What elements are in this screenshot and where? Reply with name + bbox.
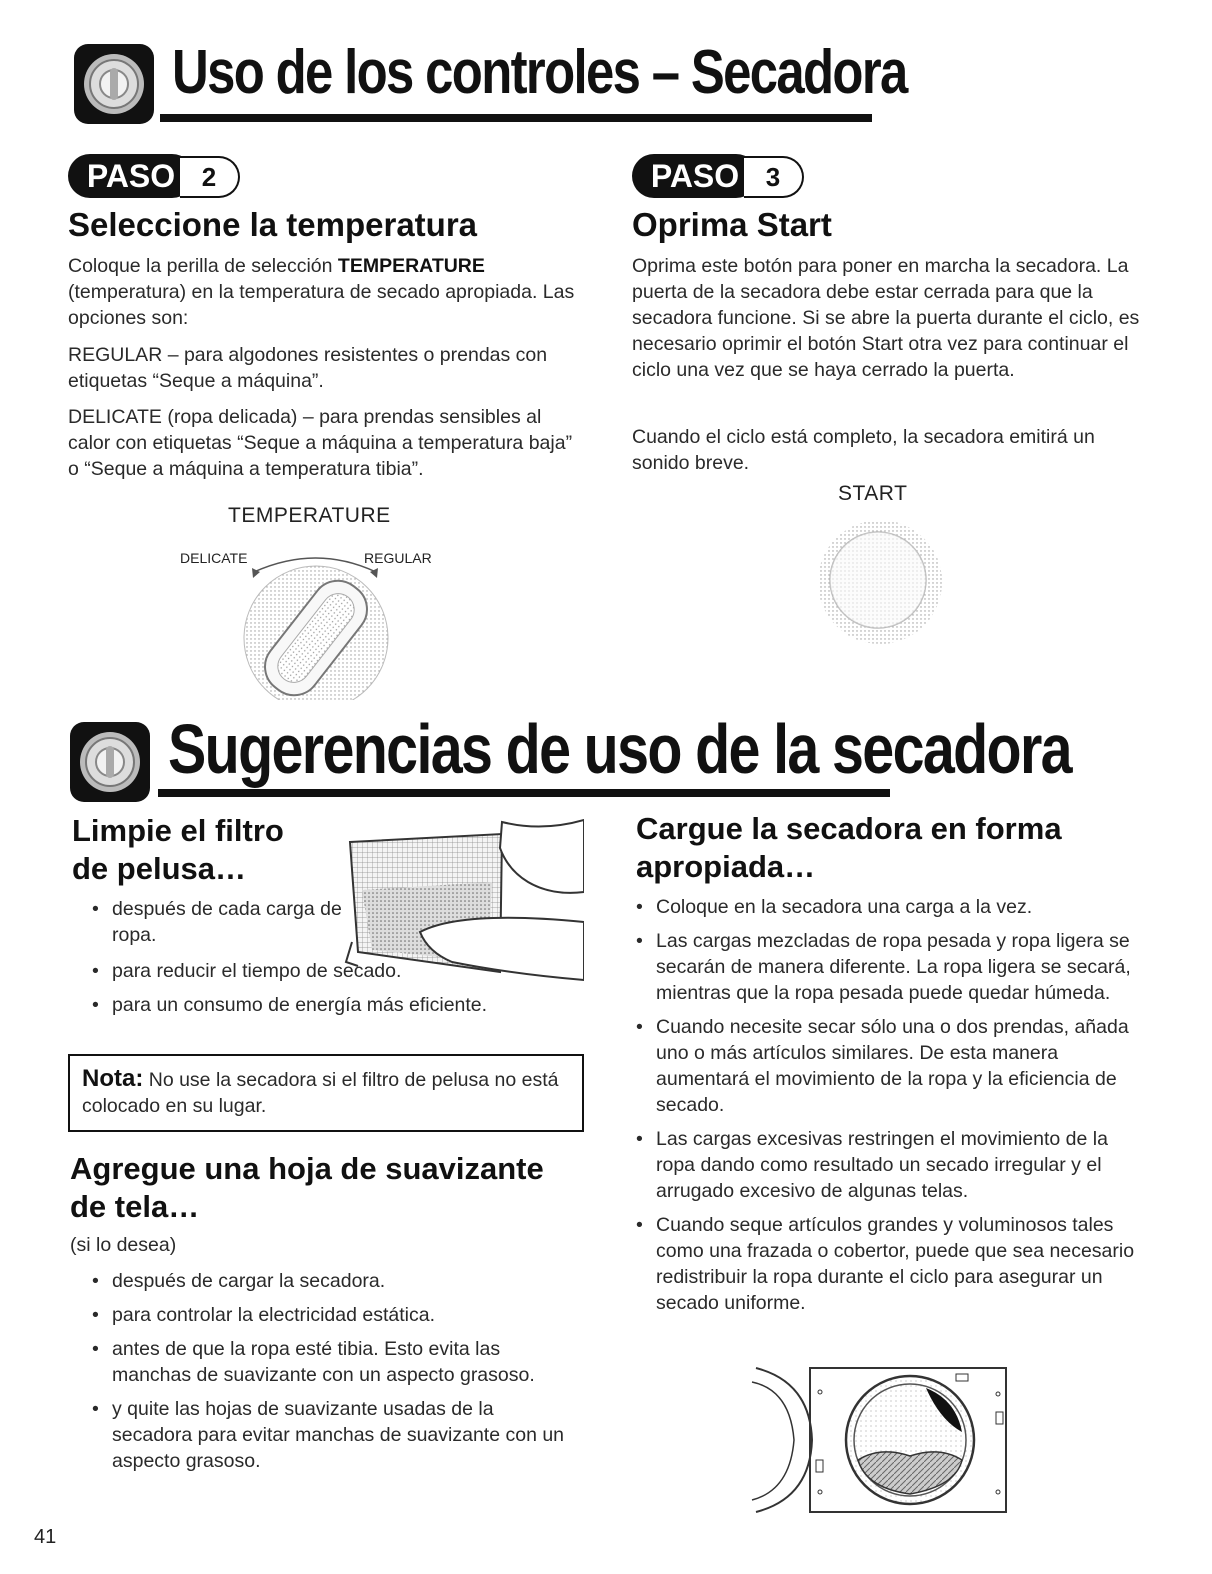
temperature-dial-icon [226,550,406,700]
step-2-intro: Coloque la perilla de selección TEMPERATURE (temperatura) en la temperatura de secado apropiada. Las opciones son: [68,255,575,329]
dial-icon [68,720,152,804]
dryer-drum-icon [750,1360,1012,1520]
temperature-caption: TEMPERATURE [228,504,391,527]
step-2-delicate: DELICATE (ropa delicada) – para prendas sensibles al calor con etiquetas “Seque a máquina a temperatura baja” o “Seque a máquina a temperatura tibia”. [68,406,573,480]
lint-heading: Limpie el filtro de pelusa… [72,813,284,887]
step-3-title: Oprima Start [632,206,832,243]
title-divider [160,114,872,122]
softener-subtitle: (si lo desea) [70,1234,177,1256]
load-list [636,894,1146,1324]
start-caption: START [838,482,908,505]
list-item: • y quite las hojas de suavizante usadas de la secadora para evitar manchas de suavizante con un aspecto grasoso. [92,1396,572,1474]
page-number: 41 [34,1526,57,1548]
note-text: No use la secadora si el filtro de pelusa no está colocado en su lugar. [82,1069,559,1117]
softener-list [92,1268,572,1482]
load-heading: Cargue la secadora en forma apropiada… [636,811,1062,885]
list-item: • antes de que la ropa esté tibia. Esto evita las manchas de suavizante con un aspecto grasoso. [92,1336,572,1388]
dial-icon [72,42,156,126]
tips-title: Sugerencias de uso de la secadora [168,710,1071,788]
list-item: • después de cada carga de ropa. [92,896,342,948]
list-item: • Cuando necesite secar sólo una o dos prendas, añada uno o más artículos similares. De esta manera aumentará el movimiento de la ropa y la eficiencia de secado. [636,1014,1146,1118]
step-2-title: Seleccione la temperatura [68,206,478,243]
softener-heading: Agregue una hoja de suavizante de tela… [70,1151,544,1225]
dial-delicate-label: DELICATE [180,550,248,566]
step-3-cycle-complete: Cuando el ciclo está completo, la secadora emitirá un sonido breve. [632,426,1095,474]
note-label: Nota: [82,1065,144,1092]
list-item: • para controlar la electricidad estática. [92,1302,572,1328]
list-item: • Cuando seque artículos grandes y voluminosos tales como una frazada o cobertor, puede que sea necesario redistribuir la ropa durante el ciclo para asegurar un secado uniforme. [636,1212,1146,1316]
start-button-icon [812,518,948,648]
lint-list-cont [92,958,552,1026]
step-3-description: Oprima este botón para poner en marcha la secadora. La puerta de la secadora debe estar cerrada para que la secadora funcione. Si se abre la puerta durante el ciclo, es necesario oprimir el botón Start otra vez para continuar el ciclo una vez que se haya cerrado la puerta. [632,255,1140,381]
step-2-regular: REGULAR – para algodones resistentes o prendas con etiquetas “Seque a máquina”. [68,344,548,392]
list-item: • Las cargas excesivas restringen el movimiento de la ropa dando como resultado un secado irregular y el arrugado excesivo de algunas telas. [636,1126,1146,1204]
list-item: • Coloque en la secadora una carga a la vez. [636,894,1146,920]
tips-title-divider [158,789,890,797]
list-item: • después de cargar la secadora. [92,1268,572,1294]
page-title: Uso de los controles – Secadora [172,38,907,107]
lint-list [92,896,342,956]
note-box [68,1054,584,1132]
dial-regular-label: REGULAR [364,550,432,566]
list-item: • para reducir el tiempo de secado. [92,958,552,984]
list-item: • Las cargas mezcladas de ropa pesada y ropa ligera se secarán de manera diferente. La ropa ligera se secará, mientras que la ropa pesada puede quedar húmeda. [636,928,1146,1006]
list-item: • para un consumo de energía más eficiente. [92,992,552,1018]
